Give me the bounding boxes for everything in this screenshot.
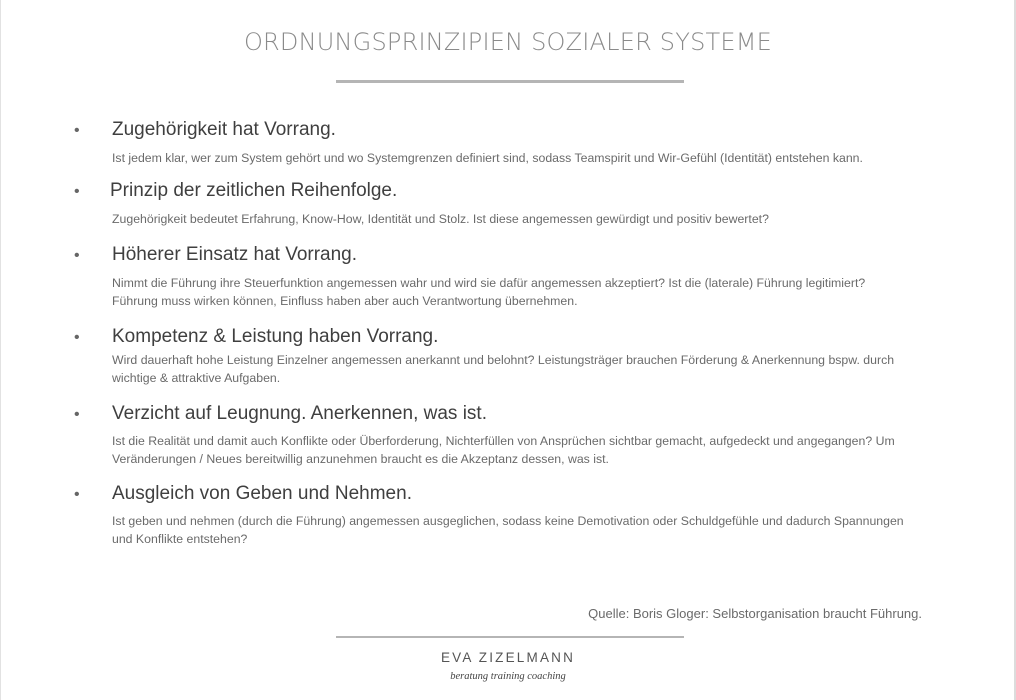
item-description: Nimmt die Führung ihre Steuerfunktion angemessen wahr und wird sie dafür angemessen akzeptiert? Ist die (laterale) Führung legitimiert? Führung muss wirken können, Einfluss haben aber auch Verantwortung übernehmen. bbox=[112, 276, 866, 308]
bullet-icon: • bbox=[74, 486, 80, 503]
bullet-icon: • bbox=[74, 406, 80, 423]
bullet-icon: • bbox=[74, 122, 80, 139]
list-item bbox=[0, 178, 1016, 228]
bullet-icon: • bbox=[74, 183, 80, 200]
item-heading: Zugehörigkeit hat Vorrang. bbox=[112, 119, 336, 140]
logo-name: EVA ZIZELMANN bbox=[440, 650, 576, 665]
list-item bbox=[0, 481, 1016, 548]
footer-divider bbox=[336, 636, 684, 638]
page-title: ORDNUNGSPRINZIPIEN SOZIALER SYSTEME bbox=[243, 28, 773, 56]
item-heading: Kompetenz & Leistung haben Vorrang. bbox=[112, 326, 439, 347]
item-heading: Prinzip der zeitlichen Reihenfolge. bbox=[110, 180, 398, 201]
source-citation: Quelle: Boris Gloger: Selbstorganisation braucht Führung. bbox=[588, 606, 922, 621]
item-heading: Höherer Einsatz hat Vorrang. bbox=[112, 244, 358, 265]
item-description: Wird dauerhaft hohe Leistung Einzelner angemessen anerkannt und belohnt? Leistungsträger brauchen Förderung & Anerkennung bspw. durch wichtige & attraktive Aufgaben. bbox=[112, 353, 895, 385]
item-heading: Ausgleich von Geben und Nehmen. bbox=[112, 483, 412, 504]
item-description: Ist geben und nehmen (durch die Führung) angemessen ausgeglichen, sodass keine Demotivation oder Schuldgefühle und dadurch Spannungen und Konflikte entstehen? bbox=[112, 514, 904, 546]
list-item bbox=[0, 242, 1016, 310]
bullet-icon: • bbox=[74, 247, 80, 264]
list-item bbox=[0, 117, 1016, 167]
principles-list bbox=[0, 117, 1016, 548]
bullet-icon: • bbox=[74, 329, 80, 346]
logo-tagline: beratung training coaching bbox=[450, 671, 566, 682]
item-description: Ist jedem klar, wer zum System gehört und wo Systemgrenzen definiert sind, sodass Teamspirit und Wir-Gefühl (Identität) entstehen kann. bbox=[112, 151, 863, 165]
list-item bbox=[0, 401, 1016, 468]
item-heading: Verzicht auf Leugnung. Anerkennen, was ist. bbox=[112, 403, 487, 424]
item-description: Zugehörigkeit bedeutet Erfahrung, Know-How, Identität und Stolz. Ist diese angemessen gewürdigt und positiv bewertet? bbox=[112, 212, 769, 226]
title-divider bbox=[336, 80, 684, 83]
list-item bbox=[0, 324, 1016, 387]
item-description: Ist die Realität und damit auch Konflikte oder Überforderung, Nichterfüllen von Ansprüchen sichtbar gemacht, aufgedeckt und angegangen? Um Veränderungen / Neues bereitwillig anzunehmen braucht es die Akzeptanz dessen, was ist. bbox=[112, 434, 895, 466]
